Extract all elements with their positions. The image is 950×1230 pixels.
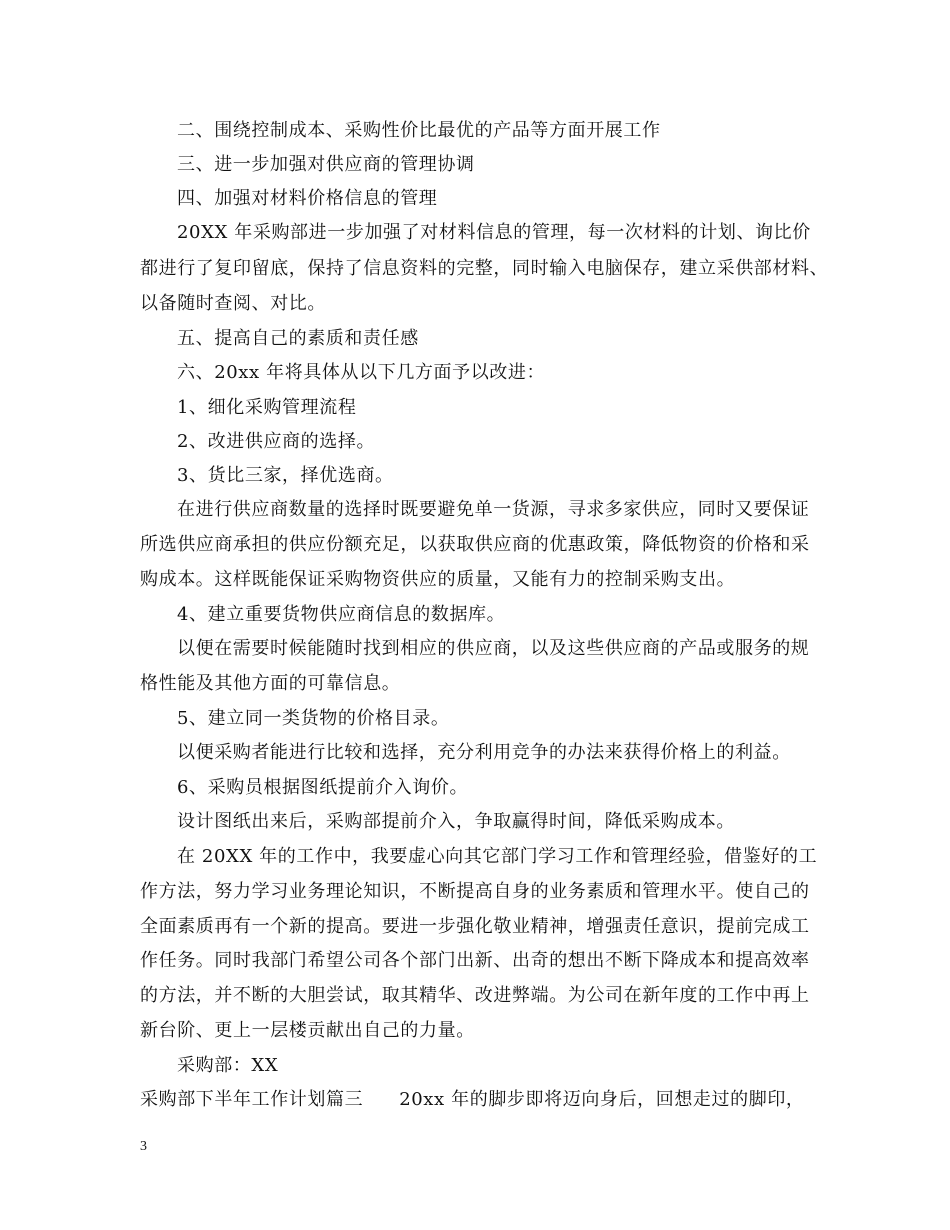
- signature-line: 采购部：XX: [177, 1055, 279, 1076]
- list-item-4: 4、建立重要货物供应商信息的数据库。: [177, 604, 506, 625]
- paragraph-line: 以便采购者能进行比较和选择，充分利用竞争的办法来获得价格上的利益。: [177, 742, 791, 763]
- paragraph-line: 作方法，努力学习业务理论知识，不断提高自身的业务素质和管理水平。使自己的: [140, 881, 810, 902]
- paragraph-line: 格性能及其他方面的可靠信息。: [140, 673, 401, 694]
- paragraph-line: 全面素质再有一个新的提高。要进一步强化敬业精神，增强责任意识，提前完成工: [140, 916, 810, 937]
- paragraph-line: 所选供应商承担的供应份额充足，以获取供应商的优惠政策，降低物资的价格和采: [140, 534, 810, 555]
- next-section-heading: 采购部下半年工作计划篇三: [140, 1089, 364, 1110]
- paragraph-line: 作任务。同时我部门希望公司各个部门出新、出奇的想出不断下降成本和提高效率: [140, 950, 810, 971]
- next-section-text: 20xx 年的脚步即将迈向身后，回想走过的脚印，: [399, 1089, 805, 1110]
- list-item-1: 1、细化采购管理流程: [177, 397, 357, 418]
- paragraph-line: 的方法，并不断的大胆尝试，取其精华、改进弊端。为公司在新年度的工作中再上: [140, 985, 810, 1006]
- paragraph-line: 都进行了复印留底，保持了信息资料的完整，同时输入电脑保存，建立采供部材料、: [140, 258, 829, 279]
- paragraph-line: 购成本。这样既能保证采购物资供应的质量，又能有力的控制采购支出。: [140, 569, 736, 590]
- section-heading-6: 六、20xx 年将具体从以下几方面予以改进：: [177, 362, 546, 383]
- paragraph-line: 新台阶、更上一层楼贡献出自己的力量。: [140, 1020, 475, 1041]
- list-item-6: 6、采购员根据图纸提前介入询价。: [177, 777, 469, 798]
- section-heading-2: 二、围绕控制成本、采购性价比最优的产品等方面开展工作: [177, 120, 661, 141]
- next-section-line: [140, 1088, 805, 1112]
- list-item-5: 5、建立同一类货物的价格目录。: [177, 708, 450, 729]
- page-number: 3: [140, 1139, 147, 1154]
- paragraph-line: 以备随时查阅、对比。: [140, 293, 326, 314]
- list-item-3: 3、货比三家，择优选商。: [177, 465, 394, 486]
- paragraph-line: 在 20XX 年的工作中，我要虚心向其它部门学习工作和管理经验，借鉴好的工: [177, 846, 818, 867]
- section-heading-5: 五、提高自己的素质和责任感: [177, 328, 419, 349]
- paragraph-line: 设计图纸出来后，采购部提前介入，争取赢得时间，降低采购成本。: [177, 811, 735, 832]
- paragraph-line: 20XX 年采购部进一步加强了对材料信息的管理，每一次材料的计划、询比价: [177, 222, 811, 243]
- paragraph-line: 以便在需要时候能随时找到相应的供应商，以及这些供应商的产品或服务的规: [177, 638, 810, 659]
- section-heading-4: 四、加强对材料价格信息的管理: [177, 188, 438, 209]
- section-heading-3: 三、进一步加强对供应商的管理协调: [177, 154, 475, 175]
- paragraph-line: 在进行供应商数量的选择时既要避免单一货源，寻求多家供应，同时又要保证: [177, 499, 810, 520]
- list-item-2: 2、改进供应商的选择。: [177, 431, 376, 452]
